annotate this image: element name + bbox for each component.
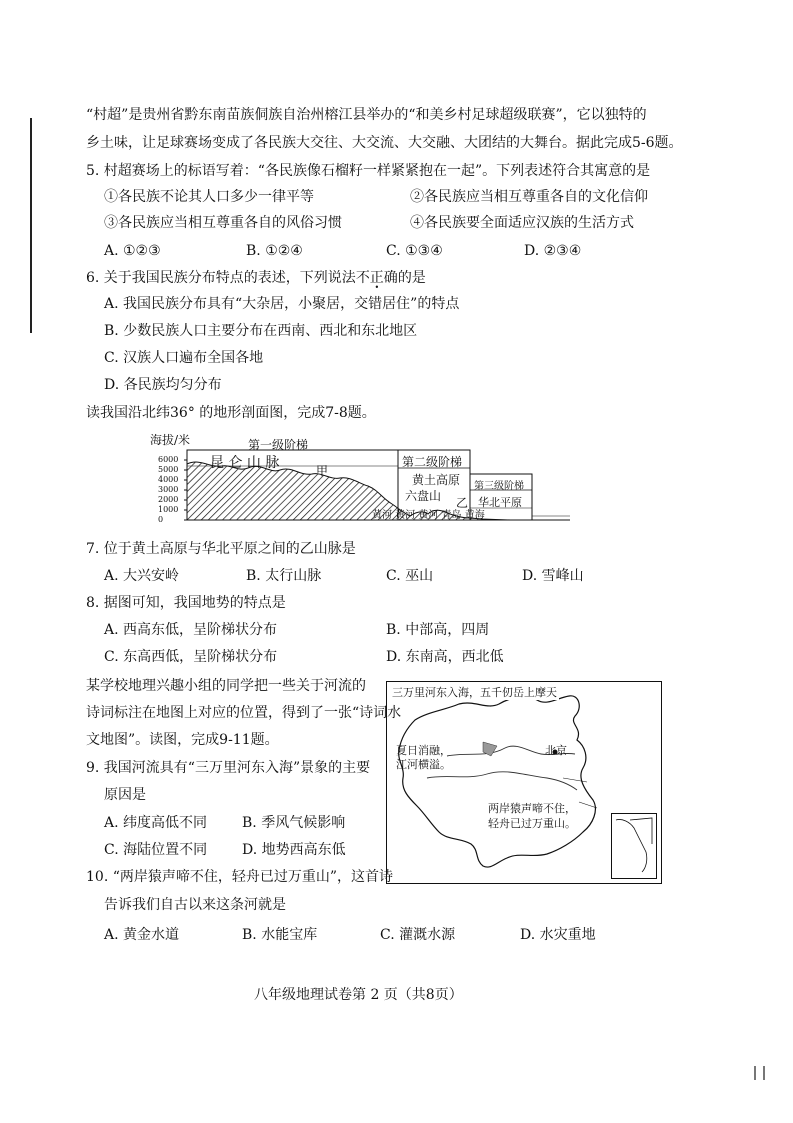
tick-2000: 2000 [158, 495, 179, 504]
map-intro-line2: 诗词标注在地图上对应的位置，得到了一张“诗词水 [86, 705, 402, 721]
poetry-hydrology-map [386, 681, 662, 884]
q10-option-b: B. 水能宝库 [242, 927, 318, 943]
poem1-callout [396, 744, 451, 772]
q10-option-a: A. 黄金水道 [104, 927, 180, 943]
china-border [399, 696, 596, 867]
step2-label: 第二级阶梯 [402, 455, 463, 469]
q9-option-d: D. 地势西高东低 [242, 842, 346, 858]
q6-stem-part3: 的是 [397, 270, 426, 286]
q6-option-c: C. 汉族人口遍布全国各地 [104, 350, 264, 366]
q7-option-a: A. 大兴安岭 [104, 568, 180, 584]
jia-label: 甲 [316, 464, 329, 478]
q9-option-a: A. 纬度高低不同 [104, 815, 208, 831]
north-plain-label: 华北平原 [478, 496, 522, 509]
q10-option-c: C. 灌溉水源 [380, 927, 456, 943]
q10-option-d: D. 水灾重地 [520, 927, 596, 943]
loess-label: 黄土高原 [412, 473, 461, 487]
poem2-callout [488, 801, 576, 831]
q6-stem-part1: 6. 关于我国民族分布特点的表述，下列说法 [86, 270, 356, 286]
q7-option-b: B. 太行山脉 [246, 568, 322, 584]
yi-label: 乙 [456, 496, 469, 510]
q8-option-c: C. 东高西低，呈阶梯状分布 [104, 649, 278, 665]
map-title: 三万里河东入海，五千仞岳上摩天 [392, 686, 557, 699]
q6-option-a: A. 我国民族分布具有“大杂居，小聚居，交错居住”的特点 [104, 296, 460, 312]
q6-emphasis-text: 不正确 [355, 270, 398, 286]
q9-stem-line2: 原因是 [104, 787, 146, 803]
tick-1000: 1000 [158, 505, 179, 514]
beijing-label: 北京 [545, 744, 567, 757]
q5-option-c: C. ①③④ [386, 243, 443, 259]
q9-option-c: C. 海陆位置不同 [104, 842, 208, 858]
liupan-label: 六盘山 [405, 489, 442, 503]
profile-bottom-labels: 黄河 黄河 黄河 青岛 黄海 [372, 510, 485, 521]
q7-option-d: D. 雪峰山 [522, 568, 584, 584]
profile-intro: 读我国沿北纬36° 的地形剖面图，完成7-8题。 [86, 405, 376, 421]
q5-statement-3: ③各民族应当相互尊重各自的风俗习惯 [104, 215, 342, 231]
page-footer: 八年级地理试卷第 2 页（共8页） [254, 987, 463, 1003]
poem2-line2: 轻舟已过万重山。 [488, 817, 576, 830]
map-intro-line3: 文地图”。读图，完成9-11题。 [86, 732, 279, 748]
q10-stem-line2: 告诉我们自古以来这条河就是 [104, 897, 286, 913]
tick-6000: 6000 [158, 455, 179, 464]
q9-stem-line1: 9. 我国河流具有“三万里河东入海”景象的主要 [86, 760, 371, 776]
poem1-line1: 夏日消融， [396, 744, 451, 757]
poem1-line2: 江河横溢。 [396, 758, 451, 771]
poem2-line1: 两岸猿声啼不住， [488, 802, 576, 815]
q10-stem-line1: 10. “两岸猿声啼不住，轻舟已过万重山”，这首诗 [86, 869, 394, 885]
profile-y-tick-labels [158, 455, 178, 525]
q5-statement-2: ②各民族应当相互尊重各自的文化信仰 [410, 189, 648, 205]
step1-label: 第一级阶梯 [248, 438, 309, 452]
map-intro-line1: 某学校地理兴趣小组的同学把一些关于河流的 [86, 678, 366, 694]
binding-margin-line [30, 118, 32, 333]
q8-stem: 8. 据图可知，我国地势的特点是 [86, 595, 286, 611]
tick-5000: 5000 [158, 465, 179, 474]
q6-stem [86, 269, 426, 287]
q5-option-d: D. ②③④ [524, 243, 582, 259]
q6-option-d: D. 各民族均匀分布 [104, 377, 222, 393]
profile-y-label: 海拔/米 [150, 433, 191, 447]
kunlun-label: 昆 仑 山 脉 [210, 455, 280, 471]
q8-option-d: D. 东南高，西北低 [386, 649, 504, 665]
q6-option-b: B. 少数民族人口主要分布在西南、西北和东北地区 [104, 323, 418, 339]
step3-label: 第三级阶梯 [474, 481, 524, 492]
river-yangtze [427, 772, 577, 790]
q5-statement-1: ①各民族不论其人口多少一律平等 [104, 189, 314, 205]
q5-stem: 5. 村超赛场上的标语写着：“各民族像石榴籽一样紧紧抱在一起”。下列表述符合其寓意的是 [86, 163, 651, 179]
q7-option-c: C. 巫山 [386, 568, 434, 584]
scan-mark-left [754, 1066, 756, 1080]
tick-0: 0 [158, 515, 164, 524]
intro-text-line2: 乡土味，让足球赛场变成了各民族大交往、大交流、大交融、大团结的大舞台。据此完成5-6题。 [86, 135, 683, 151]
q5-option-b: B. ①②④ [246, 243, 303, 259]
south-china-sea-inset [611, 813, 657, 879]
q7-stem: 7. 位于黄土高原与华北平原之间的乙山脉是 [86, 541, 356, 557]
q5-statement-4: ④各民族要全面适应汉族的生活方式 [410, 215, 634, 231]
q5-option-a: A. ①②③ [104, 243, 161, 259]
inset-outline [612, 814, 656, 878]
q9-option-b: B. 季风气候影响 [242, 815, 346, 831]
tick-4000: 4000 [158, 475, 179, 484]
intro-text-line1: “村超”是贵州省黔东南苗族侗族自治州榕江县举办的“和美乡村足球超级联赛”，它以独特的 [86, 107, 647, 123]
q8-option-a: A. 西高东低，呈阶梯状分布 [104, 622, 278, 638]
q6-emphasis [356, 270, 398, 286]
q8-option-b: B. 中部高，四周 [386, 622, 490, 638]
scan-mark-right [763, 1066, 765, 1080]
tick-3000: 3000 [158, 485, 179, 494]
